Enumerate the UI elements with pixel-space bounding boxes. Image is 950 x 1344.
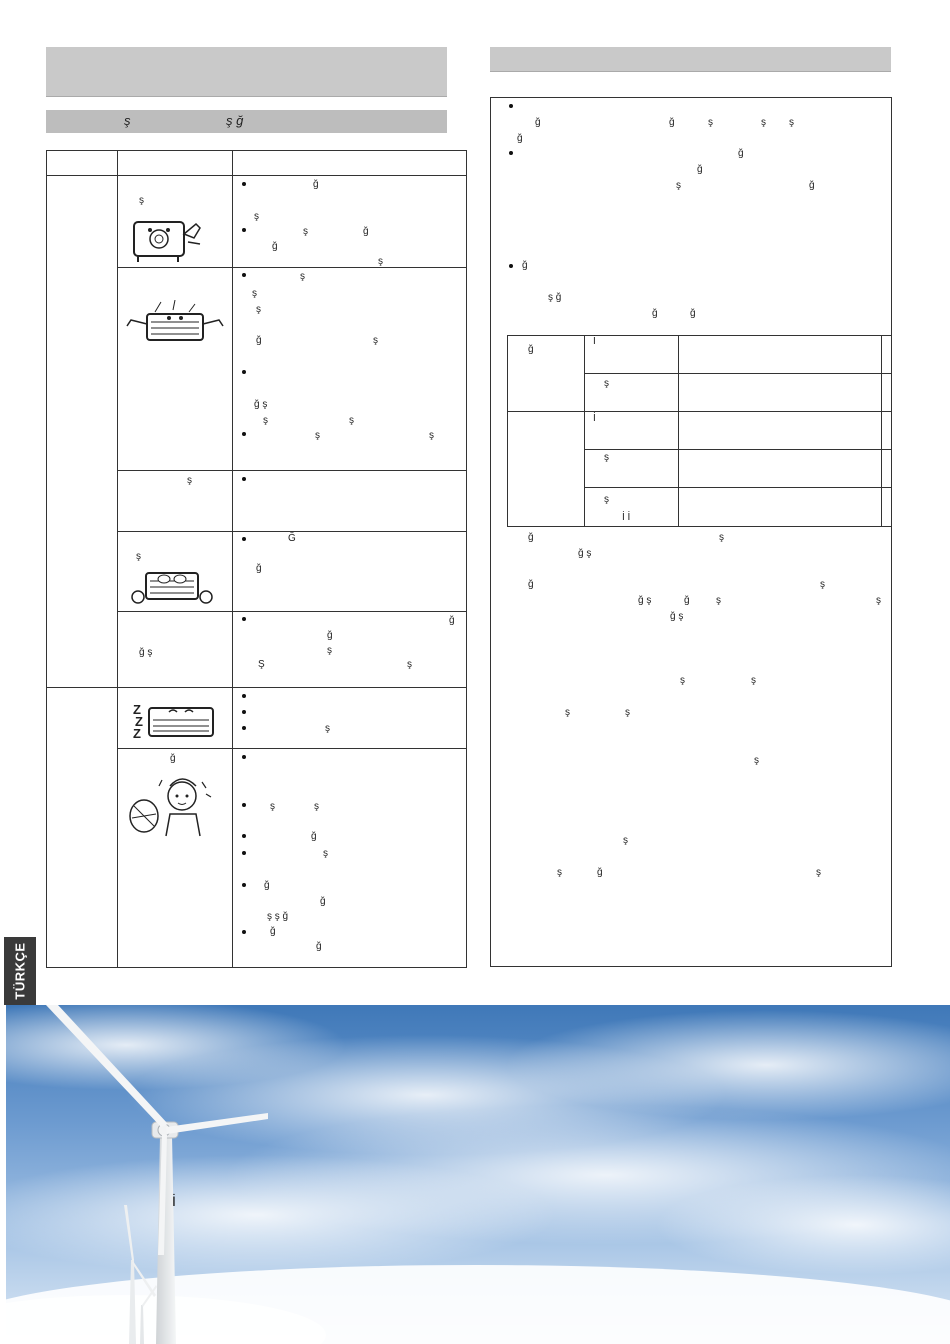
inner-col-line xyxy=(678,335,679,527)
text-fragment: İ xyxy=(593,413,596,424)
bullet xyxy=(242,930,246,934)
bullet xyxy=(242,477,246,481)
text-fragment: ş xyxy=(708,117,713,128)
bullet xyxy=(242,432,246,436)
text-fragment: ş xyxy=(325,723,330,734)
text-fragment: ş xyxy=(716,595,721,606)
table-row-line xyxy=(117,611,467,612)
unit-shrugging-icon xyxy=(125,300,225,346)
text-fragment: ğ xyxy=(809,180,815,191)
text-fragment: İ xyxy=(593,336,596,347)
text-fragment: ğ xyxy=(320,896,326,907)
table-col-line xyxy=(232,150,233,968)
inner-row-line xyxy=(584,373,892,374)
inner-table xyxy=(507,335,892,527)
inner-col-line xyxy=(584,335,585,527)
text-fragment: ş xyxy=(557,867,562,878)
photo-overlay-char: İ xyxy=(172,1193,176,1209)
bullet xyxy=(242,710,246,714)
text-fragment: ş xyxy=(625,707,630,718)
text-fragment: ğ xyxy=(528,344,534,355)
bullet xyxy=(242,370,246,374)
bullet xyxy=(242,273,246,277)
text-fragment: ş xyxy=(820,579,825,590)
text-fragment: ş xyxy=(187,475,192,486)
text-fragment: ğ xyxy=(652,308,658,319)
text-fragment: ş xyxy=(303,226,308,237)
text-fragment: ğ xyxy=(449,615,455,626)
text-fragment: ğ xyxy=(256,563,262,574)
text-fragment: ğ xyxy=(738,148,744,159)
left-subheader-bar xyxy=(46,110,447,133)
inner-row-line xyxy=(584,487,892,488)
bullet xyxy=(242,883,246,887)
text-fragment: Ş xyxy=(258,659,265,670)
text-fragment: ş xyxy=(789,117,794,128)
text-fragment: ş xyxy=(719,532,724,543)
table-row-line xyxy=(117,267,467,268)
text-fragment: ş xyxy=(751,675,756,686)
text-fragment: ş xyxy=(604,494,609,505)
right-header-bar xyxy=(490,47,891,72)
bullet xyxy=(509,104,513,108)
text-fragment: ş xyxy=(565,707,570,718)
table-row-line xyxy=(117,748,467,749)
table-col-line xyxy=(117,150,118,968)
sky-clouds-icon xyxy=(6,1005,950,1344)
text-fragment: ğ xyxy=(327,630,333,641)
table-row-line xyxy=(46,687,467,688)
text-fragment: ğ xyxy=(697,164,703,175)
text-fragment: ş ğ xyxy=(548,292,562,303)
text-fragment: ş xyxy=(136,551,141,562)
bullet xyxy=(242,803,246,807)
text-fragment: ğ xyxy=(517,133,523,144)
text-fragment: ğ xyxy=(313,179,319,190)
text-fragment: ş xyxy=(373,335,378,346)
text-fragment: ş xyxy=(254,211,259,222)
text-fragment: ş ş ğ xyxy=(267,911,289,922)
text-fragment: ş xyxy=(754,755,759,766)
unit-waving-icon xyxy=(128,212,208,264)
bullet xyxy=(242,537,246,541)
text-fragment: Ğ xyxy=(288,533,296,544)
text-fragment: ğ ş xyxy=(254,399,268,410)
text-fragment: ş xyxy=(314,801,319,812)
text-fragment: ğ ş xyxy=(638,595,652,606)
bullet xyxy=(509,264,513,268)
text-fragment: ş xyxy=(349,415,354,426)
svg-text:Z: Z xyxy=(133,726,141,741)
text-fragment: ş xyxy=(263,415,268,426)
bullet xyxy=(242,834,246,838)
text-fragment: ş xyxy=(680,675,685,686)
unit-sleeping-icon xyxy=(133,700,219,742)
svg-text:Z: Z xyxy=(133,702,141,717)
person-hot-icon xyxy=(126,772,216,838)
text-fragment: ğ xyxy=(535,117,541,128)
subheader-fragment: ş ğ xyxy=(226,113,244,128)
text-fragment: ş xyxy=(378,256,383,267)
bullet xyxy=(242,694,246,698)
text-fragment: ş xyxy=(315,430,320,441)
text-fragment: ğ ş xyxy=(670,611,684,622)
wind-turbine-photo xyxy=(6,1005,950,1344)
inner-row-line xyxy=(507,411,892,412)
language-side-tab xyxy=(4,937,36,1005)
bullet xyxy=(242,755,246,759)
text-fragment: ğ xyxy=(311,831,317,842)
inner-row-line xyxy=(584,449,892,450)
text-fragment: ğ xyxy=(522,260,528,271)
text-fragment: ğ ş xyxy=(578,548,592,559)
text-fragment: ğ xyxy=(684,595,690,606)
text-fragment: ş xyxy=(604,452,609,463)
text-fragment: ş xyxy=(323,848,328,859)
text-fragment: ş xyxy=(270,801,275,812)
text-fragment: ğ xyxy=(597,867,603,878)
text-fragment: ğ xyxy=(256,335,262,346)
bullet xyxy=(242,851,246,855)
text-fragment: ş xyxy=(327,645,332,656)
left-header-bar xyxy=(46,47,447,97)
text-fragment: ş xyxy=(300,271,305,282)
text-fragment: ş xyxy=(676,180,681,191)
language-label: TÜRKÇE xyxy=(12,942,28,1000)
bullet xyxy=(242,726,246,730)
subheader-fragment: ş xyxy=(124,113,131,128)
table-header-line xyxy=(46,175,467,176)
text-fragment: İ İ xyxy=(622,512,631,523)
text-fragment: ş xyxy=(139,195,144,206)
troubleshooting-table xyxy=(46,150,467,968)
text-fragment: ş xyxy=(623,835,628,846)
text-fragment: ğ xyxy=(363,226,369,237)
text-fragment: ğ xyxy=(669,117,675,128)
text-fragment: ğ xyxy=(272,241,278,252)
table-row-line xyxy=(117,470,467,471)
bullet xyxy=(242,228,246,232)
text-fragment: ş xyxy=(429,430,434,441)
table-row-line xyxy=(117,531,467,532)
text-fragment: ğ xyxy=(264,880,270,891)
text-fragment: ğ xyxy=(170,753,176,764)
text-fragment: ş xyxy=(816,867,821,878)
text-fragment: ş xyxy=(876,595,881,606)
text-fragment: ğ ş xyxy=(139,647,153,658)
text-fragment: ğ xyxy=(690,308,696,319)
text-fragment: ş xyxy=(407,659,412,670)
bullet xyxy=(509,151,513,155)
text-fragment: ğ xyxy=(270,926,276,937)
inner-col-line xyxy=(881,335,882,527)
text-fragment: ş xyxy=(604,378,609,389)
text-fragment: ğ xyxy=(316,941,322,952)
right-info-box xyxy=(490,97,892,967)
text-fragment: ğ xyxy=(528,579,534,590)
svg-text:Z: Z xyxy=(135,714,143,729)
text-fragment: ğ xyxy=(528,532,534,543)
unit-crying-icon xyxy=(128,565,216,605)
text-fragment: ş xyxy=(761,117,766,128)
bullet xyxy=(242,182,246,186)
text-fragment: ş xyxy=(256,304,261,315)
bullet xyxy=(242,617,246,621)
text-fragment: ş xyxy=(252,288,257,299)
